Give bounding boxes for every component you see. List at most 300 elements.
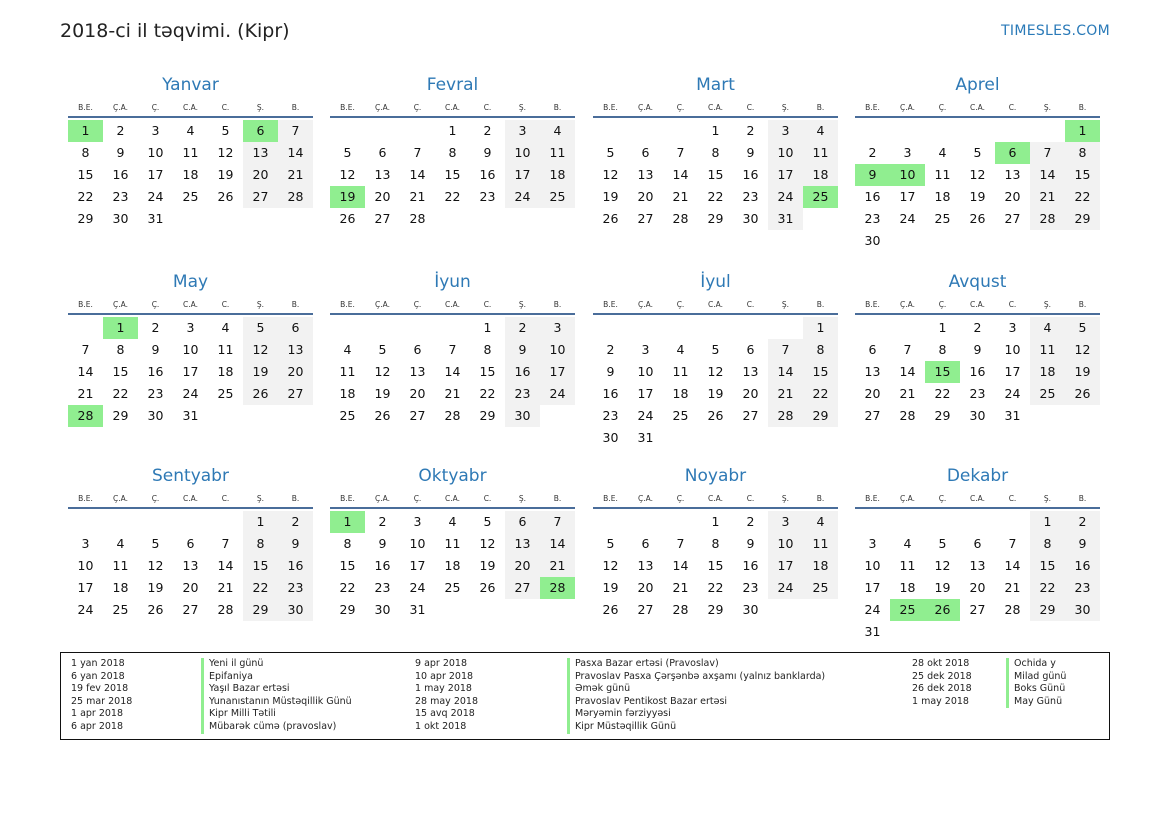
day-cell: 23 (1065, 577, 1100, 599)
day-cell: 30 (742, 602, 759, 617)
week-row (855, 621, 1100, 643)
week-row (330, 120, 575, 142)
day-cell: 16 (1065, 555, 1100, 577)
day-cell: 18 (899, 580, 916, 595)
empty-cell (365, 317, 400, 339)
week-row (68, 208, 313, 230)
week-row (68, 361, 313, 383)
day-cell: 26 (243, 383, 278, 405)
empty-cell (663, 120, 698, 142)
day-cell: 23 (147, 386, 164, 401)
weekday-label: Ş. (256, 103, 265, 112)
weekday-label: B. (1078, 103, 1087, 112)
day-cell: 25 (217, 386, 234, 401)
weekday-label: B.E. (865, 494, 880, 503)
legend-entry (71, 695, 352, 709)
day-cell: 22 (707, 580, 724, 595)
day-cell: 21 (672, 189, 689, 204)
day-cell: 29 (243, 599, 278, 621)
weekday-label: C.A. (969, 494, 985, 503)
week-row (330, 533, 575, 555)
empty-cell (1030, 230, 1065, 252)
weekday-label: Ç.A. (112, 300, 128, 309)
empty-cell (733, 317, 768, 339)
holiday-date: 19 fev 2018 (71, 683, 129, 695)
day-cell: 4 (803, 511, 838, 533)
empty-cell (1030, 120, 1065, 142)
day-cell: 7 (221, 536, 230, 551)
day-cell: 2 (483, 123, 492, 138)
week-row (68, 317, 313, 339)
month-7 (593, 270, 838, 449)
day-cell: 17 (409, 558, 426, 573)
legend-entry (912, 695, 1063, 709)
day-cell: 17 (147, 167, 164, 182)
week-row (68, 120, 313, 142)
holiday-name: May Günü (1006, 696, 1062, 709)
day-cell: 3 (641, 342, 650, 357)
day-cell: 31 (182, 408, 199, 423)
empty-cell (803, 208, 838, 230)
day-cell: 8 (1065, 142, 1100, 164)
holiday-name: Yaşıl Bazar ertəsi (201, 683, 290, 696)
empty-cell (1065, 230, 1100, 252)
day-cell: 17 (864, 580, 881, 595)
day-cell: 15 (339, 558, 356, 573)
day-cell: 21 (899, 386, 916, 401)
day-cell: 3 (868, 536, 877, 551)
day-cell: 23 (505, 383, 540, 405)
week-row (593, 208, 838, 230)
day-cell: 20 (742, 386, 759, 401)
day-cell: 13 (409, 364, 426, 379)
day-cell: 29 (339, 602, 356, 617)
empty-cell (855, 317, 890, 339)
day-cell: 31 (864, 624, 881, 639)
week-row (855, 120, 1100, 142)
day-cell: 12 (479, 536, 496, 551)
empty-cell (890, 120, 925, 142)
day-cell: 11 (217, 342, 234, 357)
holiday-date: 28 okt 2018 (912, 658, 970, 669)
week-row (593, 577, 838, 599)
weekday-label: B.E. (603, 300, 618, 309)
empty-cell (400, 120, 435, 142)
weekday-header (855, 491, 1100, 507)
day-cell: 9 (855, 164, 890, 186)
holiday-name: Məryəmin fərziyyəsi (567, 708, 671, 721)
holiday-name: Kipr Milli Tətili (201, 708, 276, 721)
day-cell: 4 (221, 320, 230, 335)
day-cell: 19 (934, 580, 951, 595)
day-cell: 26 (925, 599, 960, 621)
week-row (330, 577, 575, 599)
day-cell: 15 (112, 364, 129, 379)
site-link[interactable]: TIMESLES.COM (1001, 23, 1110, 39)
day-cell: 4 (116, 536, 125, 551)
week-row (68, 405, 313, 427)
empty-cell (663, 317, 698, 339)
day-cell: 9 (278, 533, 313, 555)
month-9 (68, 464, 313, 621)
day-cell: 28 (768, 405, 803, 427)
day-cell: 7 (278, 120, 313, 142)
day-cell: 14 (1030, 164, 1065, 186)
day-cell: 16 (742, 167, 759, 182)
day-cell: 16 (278, 555, 313, 577)
day-cell: 25 (890, 599, 925, 621)
day-cell: 1 (803, 317, 838, 339)
day-cell: 3 (768, 120, 803, 142)
week-row (330, 405, 575, 427)
page-title: 2018-ci il təqvimi. (Kipr) (60, 20, 290, 42)
week-row (855, 186, 1100, 208)
weekday-label: B. (291, 494, 300, 503)
weekday-label: Ç.A. (374, 103, 390, 112)
day-cell: 14 (409, 167, 426, 182)
day-cell: 19 (330, 186, 365, 208)
weekday-label: B. (1078, 494, 1087, 503)
day-cell: 23 (374, 580, 391, 595)
month-title: Yanvar (162, 75, 219, 95)
day-cell: 29 (77, 211, 94, 226)
day-cell: 25 (934, 211, 951, 226)
holiday-name: Ochida y (1006, 658, 1056, 671)
day-cell: 27 (278, 383, 313, 405)
empty-cell (1030, 405, 1065, 427)
day-cell: 23 (742, 580, 759, 595)
weekday-label: Ş. (781, 300, 790, 309)
week-row (855, 208, 1100, 230)
day-cell: 21 (217, 580, 234, 595)
day-cell: 7 (903, 342, 912, 357)
empty-cell (855, 511, 890, 533)
day-cell: 10 (768, 142, 803, 164)
empty-cell (1065, 621, 1100, 643)
day-cell: 3 (903, 145, 912, 160)
day-cell: 22 (707, 189, 724, 204)
empty-cell (995, 230, 1030, 252)
day-cell: 2 (1065, 511, 1100, 533)
week-row (593, 317, 838, 339)
day-cell: 16 (112, 167, 129, 182)
holiday-name: Mübarək cümə (pravoslav) (201, 721, 336, 734)
day-cell: 1 (1065, 120, 1100, 142)
day-cell: 7 (676, 145, 685, 160)
day-cell: 17 (899, 189, 916, 204)
day-cell: 27 (505, 577, 540, 599)
day-cell: 23 (278, 577, 313, 599)
empty-cell (243, 208, 278, 230)
day-cell: 10 (147, 145, 164, 160)
weekday-label: Ç. (676, 494, 685, 503)
empty-cell (435, 599, 470, 621)
empty-cell (243, 405, 278, 427)
weekday-label: Ç.A. (899, 300, 915, 309)
empty-cell (733, 427, 768, 449)
weekday-label: Ç. (938, 103, 947, 112)
day-cell: 25 (339, 408, 356, 423)
day-cell: 22 (1030, 577, 1065, 599)
weekday-label: Ş. (1043, 300, 1052, 309)
weekday-label: C.A. (444, 300, 460, 309)
day-cell: 20 (969, 580, 986, 595)
day-cell: 6 (505, 511, 540, 533)
day-cell: 16 (969, 364, 986, 379)
month-title: Dekabr (946, 466, 1009, 486)
day-cell: 15 (925, 361, 960, 383)
week-row (855, 533, 1100, 555)
week-row (855, 230, 1100, 252)
weekday-label: B.E. (865, 103, 880, 112)
empty-cell (593, 511, 628, 533)
day-cell: 24 (864, 602, 881, 617)
day-cell: 5 (483, 514, 492, 529)
week-row (593, 186, 838, 208)
weekday-header (855, 100, 1100, 116)
weekday-label: B.E. (340, 103, 355, 112)
day-cell: 28 (1030, 208, 1065, 230)
day-cell: 22 (339, 580, 356, 595)
day-cell: 11 (803, 533, 838, 555)
day-cell: 3 (186, 320, 195, 335)
empty-cell (540, 599, 575, 621)
weekday-label: B. (816, 103, 825, 112)
day-cell: 7 (448, 342, 457, 357)
week-row (855, 164, 1100, 186)
day-grid (330, 509, 575, 621)
weekday-label: B.E. (340, 494, 355, 503)
empty-cell (593, 120, 628, 142)
day-cell: 31 (768, 208, 803, 230)
day-cell: 25 (444, 580, 461, 595)
day-cell: 17 (768, 555, 803, 577)
week-row (855, 317, 1100, 339)
weekday-label: Ç. (676, 103, 685, 112)
holiday-name: Epifaniya (201, 671, 253, 684)
day-cell: 11 (444, 536, 461, 551)
day-cell: 14 (77, 364, 94, 379)
weekday-label: C. (483, 300, 492, 309)
month-2 (330, 73, 575, 230)
day-cell: 21 (278, 164, 313, 186)
day-cell: 11 (1030, 339, 1065, 361)
day-cell: 8 (243, 533, 278, 555)
day-cell: 4 (540, 120, 575, 142)
day-cell: 25 (803, 577, 838, 599)
holiday-name: Kipr Müstəqillik Günü (567, 721, 676, 734)
day-cell: 28 (899, 408, 916, 423)
weekday-label: Ş. (1043, 494, 1052, 503)
weekday-label: Ç. (676, 300, 685, 309)
day-cell: 19 (602, 189, 619, 204)
day-cell: 3 (81, 536, 90, 551)
day-cell: 26 (217, 189, 234, 204)
day-cell: 16 (505, 361, 540, 383)
weekday-label: B.E. (340, 300, 355, 309)
day-cell: 5 (711, 342, 720, 357)
weekday-label: Ş. (1043, 103, 1052, 112)
month-title: Avqust (948, 272, 1007, 292)
day-cell: 22 (444, 189, 461, 204)
day-cell: 21 (540, 555, 575, 577)
day-cell: 5 (1065, 317, 1100, 339)
day-cell: 10 (77, 558, 94, 573)
empty-cell (1065, 405, 1100, 427)
day-cell: 20 (278, 361, 313, 383)
day-cell: 30 (1065, 599, 1100, 621)
day-cell: 30 (505, 405, 540, 427)
day-cell: 3 (540, 317, 575, 339)
weekday-label: C. (746, 494, 755, 503)
day-cell: 2 (746, 123, 755, 138)
day-cell: 14 (899, 364, 916, 379)
empty-cell (890, 621, 925, 643)
day-cell: 5 (606, 145, 615, 160)
weekday-header (68, 100, 313, 116)
day-cell: 19 (374, 386, 391, 401)
day-cell: 1 (711, 514, 720, 529)
week-row (330, 361, 575, 383)
empty-cell (768, 427, 803, 449)
day-cell: 25 (672, 408, 689, 423)
day-cell: 20 (637, 189, 654, 204)
empty-cell (278, 208, 313, 230)
week-row (855, 577, 1100, 599)
month-title: Noyabr (684, 466, 747, 486)
month-8 (855, 270, 1100, 427)
empty-cell (960, 621, 995, 643)
day-cell: 14 (1004, 558, 1021, 573)
day-cell: 28 (672, 602, 689, 617)
week-row (330, 208, 575, 230)
day-cell: 13 (374, 167, 391, 182)
empty-cell (173, 208, 208, 230)
week-row (68, 599, 313, 621)
day-cell: 23 (112, 189, 129, 204)
legend-entry (71, 683, 290, 696)
empty-cell (698, 317, 733, 339)
day-cell: 6 (995, 142, 1030, 164)
day-cell: 15 (1030, 555, 1065, 577)
day-cell: 24 (77, 602, 94, 617)
day-cell: 16 (864, 189, 881, 204)
day-cell: 20 (243, 164, 278, 186)
day-cell: 4 (448, 514, 457, 529)
day-cell: 8 (81, 145, 90, 160)
day-cell: 25 (182, 189, 199, 204)
day-cell: 29 (707, 211, 724, 226)
month-1 (68, 73, 313, 230)
holiday-date: 1 may 2018 (415, 683, 472, 695)
day-cell: 22 (803, 383, 838, 405)
day-cell: 27 (864, 408, 881, 423)
holiday-date: 9 apr 2018 (415, 658, 468, 669)
day-cell: 3 (151, 123, 160, 138)
day-cell: 1 (483, 320, 492, 335)
day-cell: 28 (444, 408, 461, 423)
day-cell: 13 (278, 339, 313, 361)
holiday-date: 1 yan 2018 (71, 658, 125, 669)
weekday-label: C.A. (182, 494, 198, 503)
empty-cell (68, 317, 103, 339)
day-cell: 8 (483, 342, 492, 357)
day-cell: 3 (768, 511, 803, 533)
weekday-label: C. (221, 103, 230, 112)
week-row (68, 383, 313, 405)
day-cell: 22 (243, 577, 278, 599)
weekday-label: Ç. (413, 103, 422, 112)
day-cell: 19 (479, 558, 496, 573)
day-cell: 24 (182, 386, 199, 401)
day-cell: 13 (742, 364, 759, 379)
day-cell: 4 (186, 123, 195, 138)
empty-cell (855, 120, 890, 142)
day-cell: 14 (540, 533, 575, 555)
holiday-name: Pasxa Bazar ertəsi (Pravoslav) (567, 658, 719, 671)
empty-cell (365, 120, 400, 142)
empty-cell (330, 120, 365, 142)
day-cell: 9 (151, 342, 160, 357)
weekday-label: B. (291, 300, 300, 309)
day-cell: 30 (864, 233, 881, 248)
day-cell: 31 (637, 430, 654, 445)
weekday-label: Ş. (518, 103, 527, 112)
weekday-header (68, 297, 313, 313)
week-row (855, 405, 1100, 427)
day-cell: 12 (602, 167, 619, 182)
day-cell: 27 (1004, 211, 1021, 226)
weekday-label: C. (483, 494, 492, 503)
weekday-label: C.A. (444, 494, 460, 503)
week-row (593, 599, 838, 621)
weekday-label: C.A. (707, 103, 723, 112)
day-cell: 1 (938, 320, 947, 335)
day-cell: 10 (540, 339, 575, 361)
weekday-header (593, 100, 838, 116)
empty-cell (208, 405, 243, 427)
week-row (593, 511, 838, 533)
day-cell: 8 (343, 536, 352, 551)
day-cell: 17 (637, 386, 654, 401)
weekday-label: Ç.A. (374, 494, 390, 503)
holiday-name: Yunanıstanın Müstəqillik Günü (201, 696, 352, 709)
day-cell: 28 (409, 211, 426, 226)
day-cell: 6 (186, 536, 195, 551)
day-cell: 11 (112, 558, 129, 573)
day-cell: 21 (1004, 580, 1021, 595)
day-cell: 30 (969, 408, 986, 423)
day-cell: 29 (934, 408, 951, 423)
day-cell: 27 (374, 211, 391, 226)
week-row (330, 599, 575, 621)
day-cell: 24 (540, 383, 575, 405)
day-cell: 10 (409, 536, 426, 551)
weekday-label: Ş. (256, 494, 265, 503)
holiday-legend (60, 652, 1110, 740)
empty-cell (663, 427, 698, 449)
holiday-date: 26 dek 2018 (912, 683, 972, 695)
legend-entry (71, 720, 337, 734)
day-cell: 18 (112, 580, 129, 595)
weekday-header (330, 297, 575, 313)
day-cell: 8 (116, 342, 125, 357)
day-cell: 23 (742, 189, 759, 204)
empty-cell (540, 405, 575, 427)
day-cell: 12 (934, 558, 951, 573)
day-cell: 28 (278, 186, 313, 208)
day-grid (855, 315, 1100, 427)
